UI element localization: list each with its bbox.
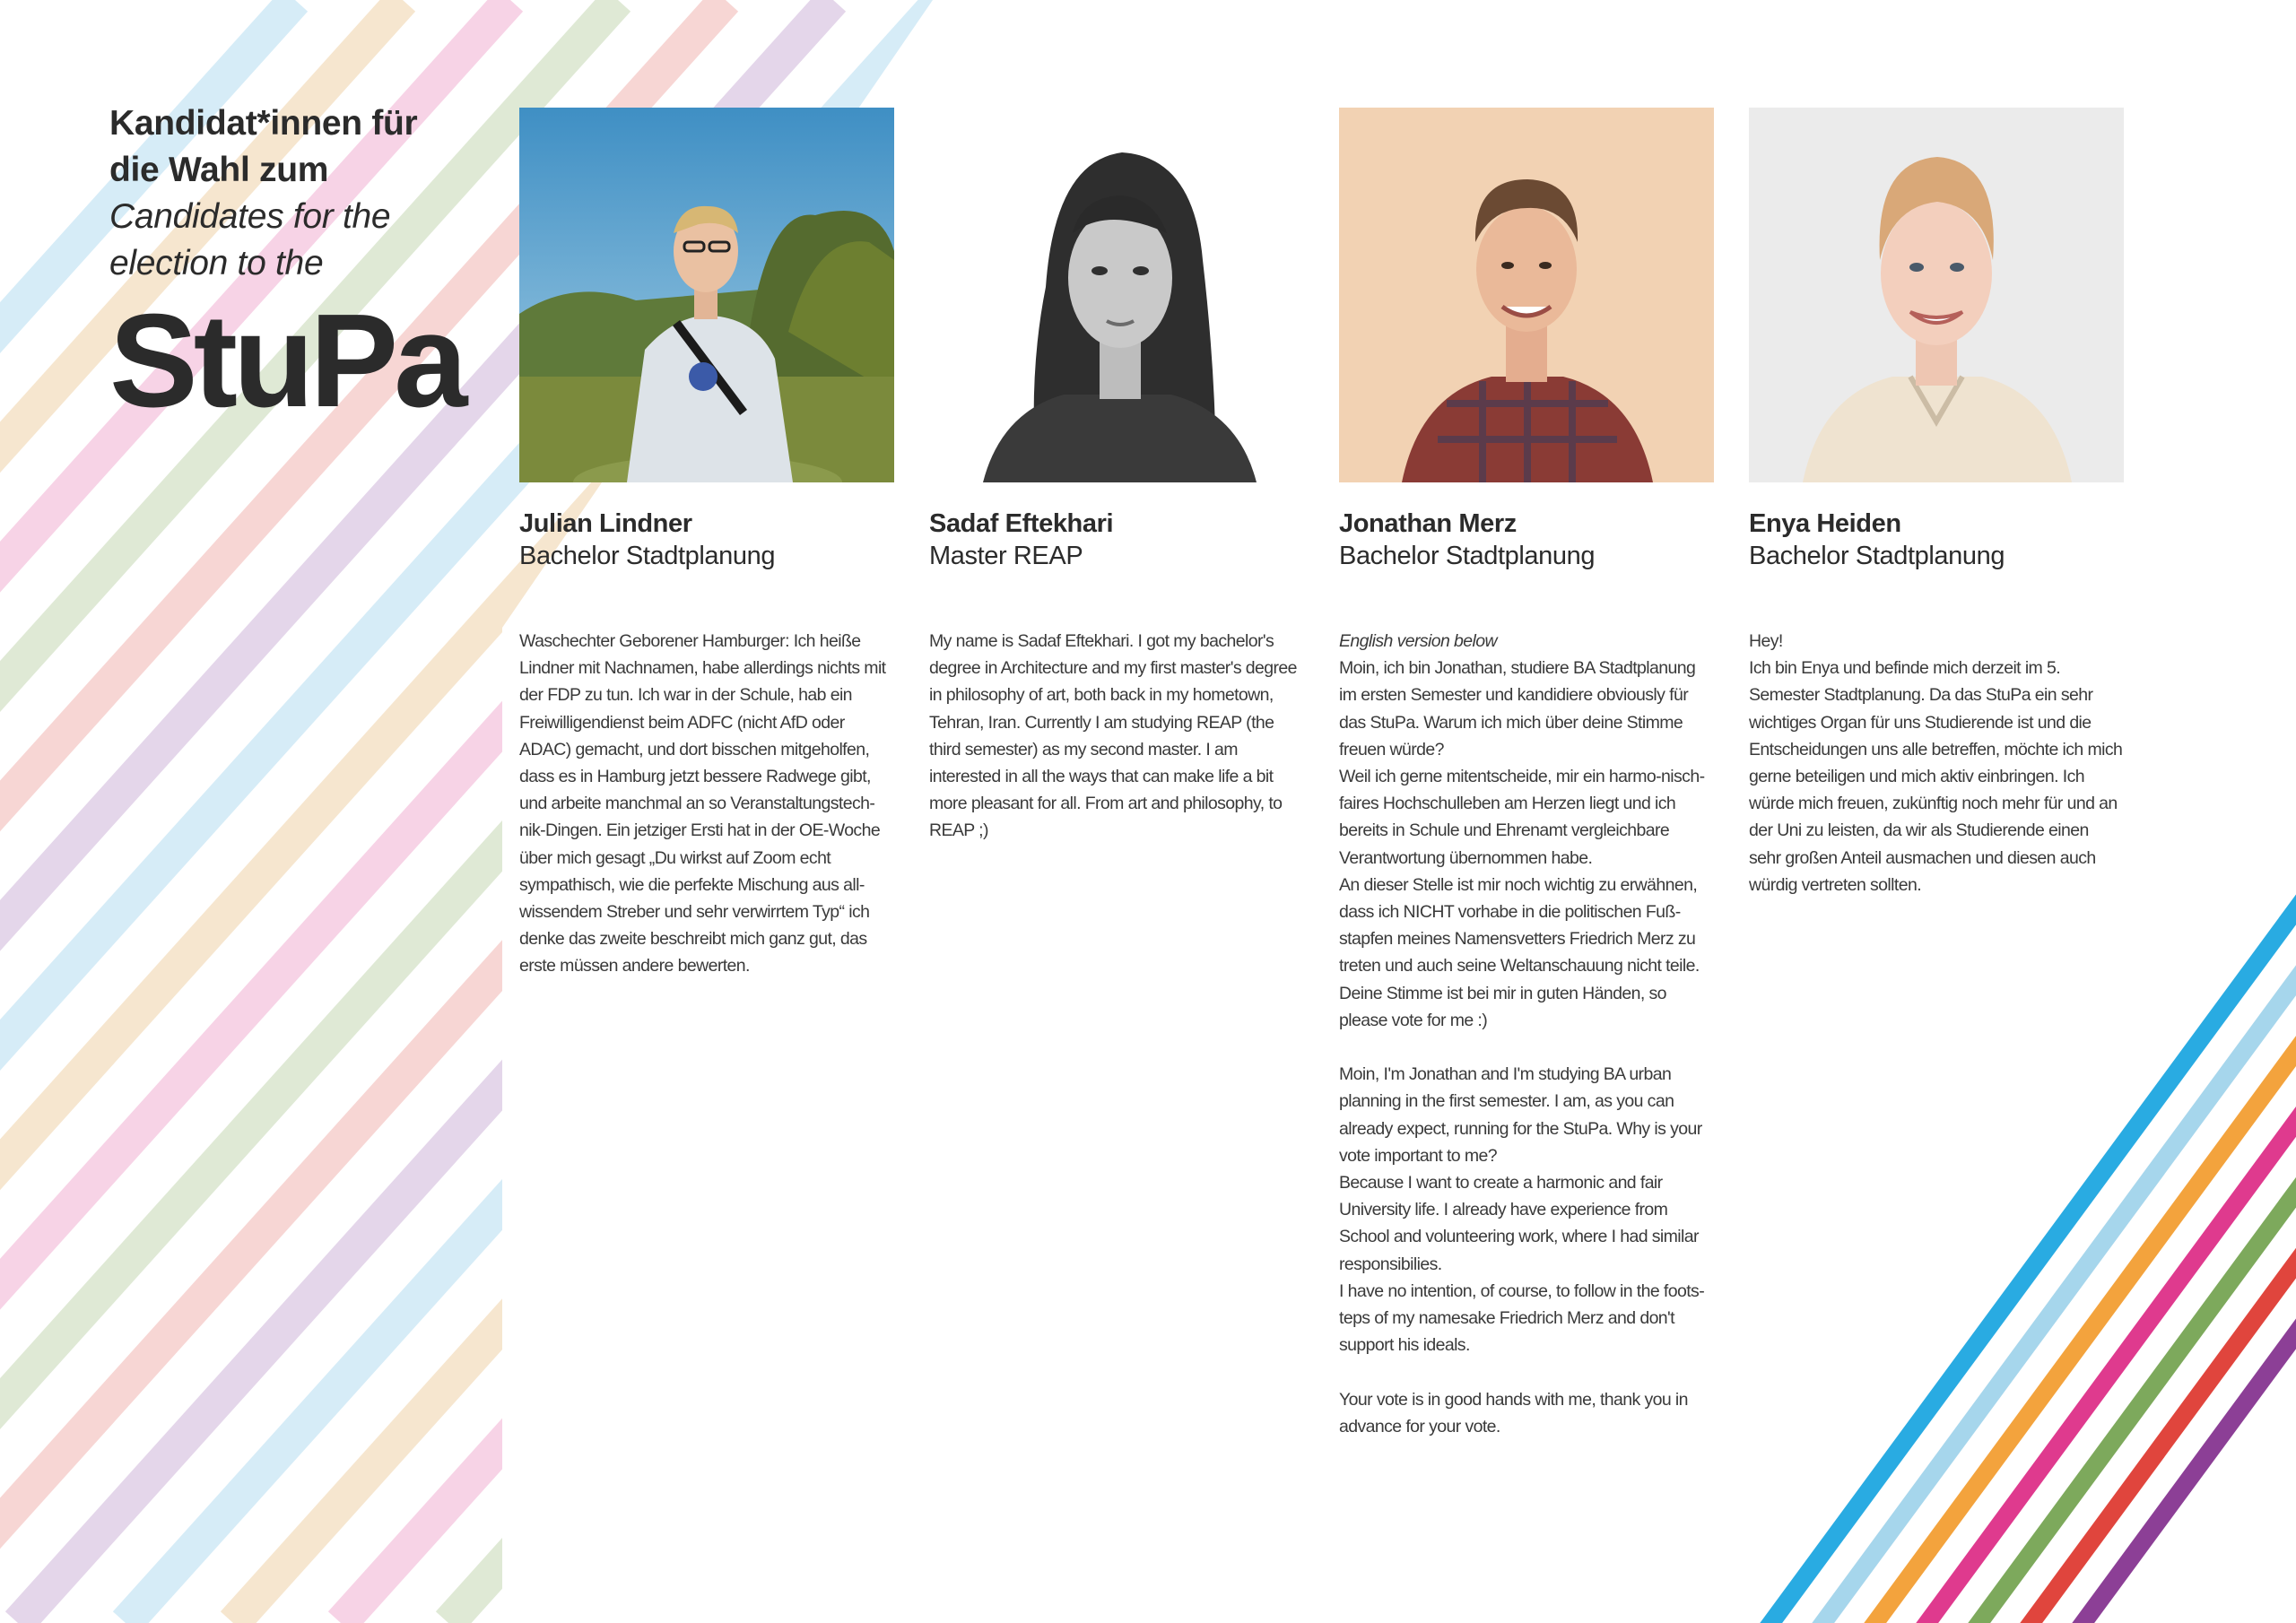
candidate-program: Master REAP [929, 542, 1083, 570]
bio-paragraph: Hey! [1749, 631, 1783, 651]
heading-line-2: die Wahl zum [109, 151, 329, 189]
candidate-photo [1749, 108, 2124, 482]
candidate-name: Julian Lindner [519, 509, 692, 538]
candidate-program: Bachelor Stadtplanung [1339, 542, 1596, 570]
heading-line-4: election to the [109, 244, 324, 282]
candidate-program: Bachelor Stadtplanung [519, 542, 776, 570]
heading-line-3: Candidates for the [109, 197, 391, 236]
bio-spacer [1339, 1358, 1714, 1385]
candidate-card-julian-lindner [519, 108, 894, 980]
bio-note: English version below [1339, 631, 1498, 651]
bio-paragraph: Weil ich gerne mitentscheide, mir ein harmo-nisch-faires Hochschulleben am Herzen liegt und ich bereits in Schule und Ehrenamt vergleichbare Verantwortung übernommen habe. [1339, 767, 1705, 868]
bio-paragraph: Your vote is in good hands with me, thank you in advance for your vote. [1339, 1389, 1688, 1436]
page-title: StuPa [109, 287, 464, 435]
candidate-card-enya-heiden [1749, 108, 2124, 898]
bio-paragraph: Deine Stimme ist bei mir in guten Händen, so please vote for me :) [1339, 983, 1666, 1030]
candidate-name: Enya Heiden [1749, 509, 1901, 538]
bio-paragraph: Ich bin Enya und befinde mich derzeit im 5. Semester Stadtplanung. Da das StuPa ein sehr wichtiges Organ für uns Studierende ist und die Entscheidungen uns alle betreffen, möchte ich mich gerne beteiligen und mich aktiv einbringen. Ich würde mich freuen, zukünftig noch mehr für und an der Uni zu leisten, da wir als Studierende einen sehr großen Anteil ausmachen und diesen auch würdig vertreten sollten. [1749, 658, 2123, 895]
bio-paragraph: My name is Sadaf Eftekhari. I got my bachelor's degree in Architecture and my first master's degree in philosophy of art, both back in my hometown, Tehran, Iran. Currently I am studying REAP (the third semester) as my second master. I am interested in all the ways that can make life a bit more pleasant for all. From art and philosophy, to REAP ;) [929, 631, 1297, 841]
bio-paragraph: Waschechter Geborener Hamburger: Ich heiße Lindner mit Nachnamen, habe allerdings nichts mit der FDP zu tun. Ich war in der Schule, hab ein Freiwilligendienst beim ADFC (nicht AfD oder ADAC) gemacht, und dort bisschen mitgeholfen, dass es in Hamburg jetzt bessere Radwege gibt, und arbeite manchmal an so Veranstaltungstech-nik-Dingen. Ein jetziger Ersti hat in der OE-Woche über mich gesagt „Du wirkst auf Zoom echt sympathisch, wie die perfekte Mischung aus all-wissendem Streber und sehr verwirrtem Typ“ ich denke das zweite beschreibt mich ganz gut, das erste müssen andere bewerten. [519, 631, 886, 976]
candidate-bio [1339, 628, 1714, 1440]
bio-paragraph: I have no intention, of course, to follow in the foots-teps of my namesake Friedrich Merz and don't support his ideals. [1339, 1280, 1705, 1356]
bio-paragraph: Moin, I'm Jonathan and I'm studying BA urban planning in the first semester. I am, as you can already expect, running for the StuPa. Why is your vote important to me? [1339, 1064, 1702, 1166]
candidate-bio [519, 628, 894, 980]
candidate-name: Jonathan Merz [1339, 509, 1517, 538]
candidate-photo [929, 108, 1304, 482]
candidate-card-jonathan-merz [1339, 108, 1714, 1440]
bio-paragraph: Because I want to create a harmonic and fair University life. I already have experience from School and volunteering work, where I had similar responsibilies. [1339, 1173, 1699, 1274]
candidate-bio [929, 628, 1304, 845]
candidate-bio [1749, 628, 2124, 898]
heading-line-1: Kandidat*innen für [109, 104, 418, 143]
page-heading [109, 100, 486, 435]
bio-paragraph: An dieser Stelle ist mir noch wichtig zu erwähnen, dass ich NICHT vorhabe in die politischen Fuß-stapfen meines Namensvetters Friedrich Merz zu treten und auch seine Weltanschauung nicht teile. [1339, 874, 1700, 976]
bio-paragraph: Moin, ich bin Jonathan, studiere BA Stadtplanung im ersten Semester und kandidiere obviously für das StuPa. Warum ich mich über deine Stimme freuen würde? [1339, 658, 1696, 759]
candidate-name: Sadaf Eftekhari [929, 509, 1114, 538]
candidate-program: Bachelor Stadtplanung [1749, 542, 2005, 570]
bio-spacer [1339, 1034, 1714, 1061]
candidate-photo [519, 108, 894, 482]
candidate-card-sadaf-eftekhari [929, 108, 1304, 845]
candidate-photo [1339, 108, 1714, 482]
